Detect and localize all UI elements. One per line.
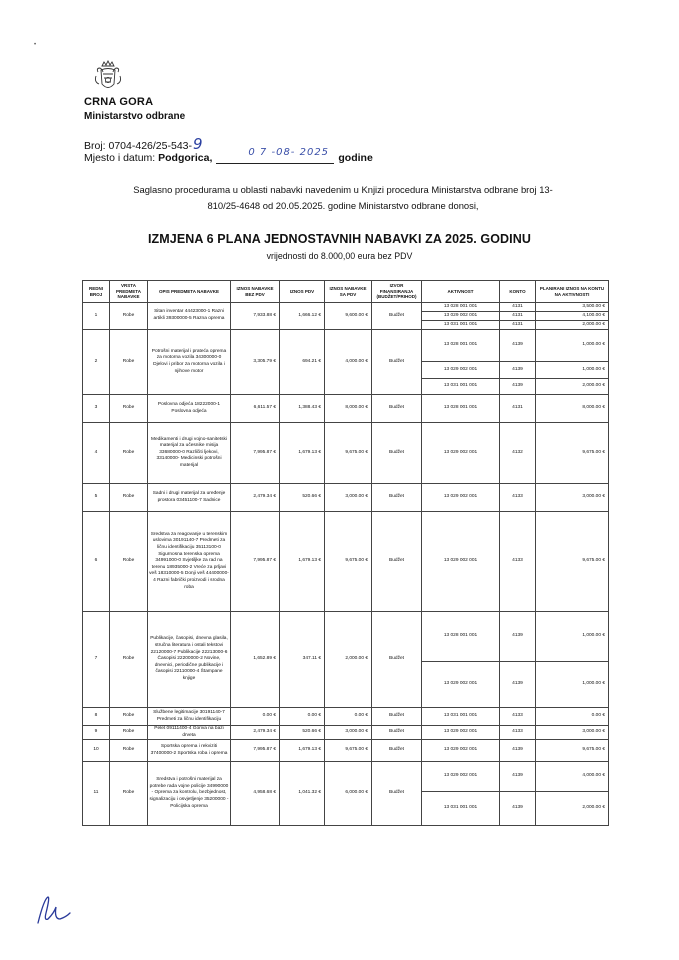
table-cell: 1,000.00 € [536,330,609,362]
table-cell: 4139 [500,612,536,662]
table-row [83,423,609,484]
table-cell: 1 [83,303,110,330]
table-cell: 347.11 € [280,612,325,708]
intro-paragraph: Saglasno procedurama u oblasti nabavki navedenim u Knjizi procedura Ministarstva odbrane broj 13-810/25-4648 od 20.05.2025. godine Ministarstvo odbrane donosi, [133,184,553,211]
table-cell: 3,500.00 € [536,303,609,312]
table-cell: 3,000.00 € [536,726,609,740]
table-cell: 7,995.87 € [231,423,280,484]
table-cell: 1,000.00 € [536,662,609,708]
table-row [83,762,609,792]
org-subtitle: Ministarstvo odbrane [84,111,186,122]
table-cell: 13 028 001 001 [422,395,500,423]
table-cell: 1,666.12 € [280,303,325,330]
table-cell: 4133 [500,726,536,740]
year-suffix: godine [338,152,373,164]
table-cell: Budžet [372,612,422,708]
table-cell: Budžet [372,395,422,423]
table-cell: Pelet 09111400-4 Goriva na bazi drveta [148,726,231,740]
table-cell: 9,675.00 € [536,512,609,612]
table-cell: 13 029 002 001 [422,662,500,708]
table-cell: 1,652.89 € [231,612,280,708]
table-cell: 4132 [500,423,536,484]
table-row [83,740,609,762]
table-cell: 13 029 002 001 [422,512,500,612]
table-row [83,726,609,740]
table-cell: 4131 [500,312,536,321]
table-cell: 3,305.79 € [231,330,280,395]
table-cell: 6 [83,512,110,612]
coat-of-arms-icon [92,60,124,94]
table-cell: 2,479.34 € [231,484,280,512]
procurement-plan-table [82,280,609,826]
table-cell: Medikamenti i drugi vojno-sanitetski materijal za učesnike misija 33680000-0 Različiti ljekovi, 33140000- Medicinski potrošni materijal [148,423,231,484]
table-cell: Budžet [372,330,422,395]
table-cell: Robe [110,330,148,395]
table-cell: Budžet [372,708,422,726]
table-cell: Budžet [372,303,422,330]
table-cell: 13 031 001 001 [422,379,500,395]
column-header: IZNOS PDV [280,281,325,303]
table-cell: Budžet [372,740,422,762]
table-row [83,330,609,362]
table-cell: 1,679.13 € [280,423,325,484]
table-row [83,708,609,726]
table-cell: 13 029 002 001 [422,726,500,740]
table-cell: 520.66 € [280,484,325,512]
table-cell: 5 [83,484,110,512]
table-cell: 3 [83,395,110,423]
table-cell: Budžet [372,484,422,512]
table-cell: 13 029 002 001 [422,312,500,321]
table-cell: 9,675.00 € [536,740,609,762]
table-cell: 13 029 002 001 [422,740,500,762]
org-title: CRNA GORA [84,96,154,108]
table-cell: Robe [110,303,148,330]
table-cell: 13 031 001 001 [422,708,500,726]
table-cell: 2,000.00 € [325,612,372,708]
table-cell: 11 [83,762,110,826]
table-header-row [83,281,609,303]
table-cell: 7 [83,612,110,708]
table-cell: 10 [83,740,110,762]
table-cell: 1,000.00 € [536,362,609,379]
table-cell: Poslovna odjeća 18222000-1 Poslovna odjeća [148,395,231,423]
corner-mark: • [34,42,37,48]
table-cell: 4131 [500,395,536,423]
table-cell: 4139 [500,792,536,826]
table-cell: 7,933.88 € [231,303,280,330]
place-value: Podgorica, [158,152,213,164]
table-cell: Robe [110,484,148,512]
table-cell: 7,995.87 € [231,740,280,762]
table-cell: 2,000.00 € [536,321,609,330]
table-cell: 2,000.00 € [536,792,609,826]
column-header: IZVOR FINANSIRANJA (BUDŽET/PRIHOD) [372,281,422,303]
table-body [83,303,609,826]
column-header: AKTIVNOST [422,281,500,303]
table-cell: Robe [110,708,148,726]
table-cell: Robe [110,512,148,612]
table-row [83,484,609,512]
table-row [83,395,609,423]
column-header: KONTO [500,281,536,303]
table-cell: Sadni i drugi materijal za uređenje prostora 03451100-7 Sadnice [148,484,231,512]
table-cell: 9,675.00 € [325,740,372,762]
table-cell: 0.00 € [280,708,325,726]
table-cell: Budžet [372,762,422,826]
document-title: IZMJENA 6 PLANA JEDNOSTAVNIH NABAVKI ZA 2025. GODINU [147,232,532,246]
table-cell: Službene legitimacije 30191140-7 Predmeti za ličnu identifikaciju [148,708,231,726]
date-field [216,147,334,164]
table-cell: 13 029 002 001 [422,362,500,379]
table-cell: 4,958.68 € [231,762,280,826]
table-cell: 13 029 002 001 [422,423,500,484]
table-cell: Sredstva i potrošni materijal za potrebe rada vojne policije 34990000 - Oprema za kontrolu, bezbjednost, signalizaciju i osvjetljenje 35200000 - Policijska oprema [148,762,231,826]
table-cell: 4133 [500,708,536,726]
column-header: IZNOS NABAVKE BEZ PDV [231,281,280,303]
handwritten-number: 9 [193,135,203,153]
table-cell: Robe [110,726,148,740]
table-cell: 13 029 002 001 [422,762,500,792]
table-cell: 4139 [500,662,536,708]
table-cell: 4131 [500,303,536,312]
table-cell: 3,000.00 € [325,726,372,740]
table-cell: Budžet [372,423,422,484]
table-cell: 1,679.13 € [280,512,325,612]
table-cell: 1,388.43 € [280,395,325,423]
table-cell: 13 028 001 001 [422,612,500,662]
table-cell: 13 029 002 001 [422,484,500,512]
table-cell: 0.00 € [536,708,609,726]
table-cell: 2,479.34 € [231,726,280,740]
column-header: PLANIRANI IZNOS NA KONTU NA AKTIVNOSTI [536,281,609,303]
table-cell: 13 028 001 001 [422,330,500,362]
table-cell: 6,000.00 € [325,762,372,826]
table-cell: Sitan inventar 44423000-1 Razni artikli 39300000-5 Razna oprema [148,303,231,330]
table-cell: Potrošni materijal i prateća oprema za motorna vozila 34300000-0 Djelovi i pribor za motorna vozila i njihove motor [148,330,231,395]
table-cell: Budžet [372,726,422,740]
table-cell: 4 [83,423,110,484]
table-cell: Robe [110,423,148,484]
table-cell: 4,100.00 € [536,312,609,321]
table-cell: 9 [83,726,110,740]
table-cell: 3,000.00 € [536,484,609,512]
table-cell: 9,600.00 € [325,303,372,330]
table-cell: Sportska oprema i rekviziti 37400000-2 Sportska roba i oprema [148,740,231,762]
table-cell: 8,000.00 € [325,395,372,423]
handwritten-date: 0 7 -08- 2025 [248,147,330,158]
document-subtitle: vrijednosti do 8.000,00 eura bez PDV [266,251,413,261]
table-cell: 4139 [500,740,536,762]
table-cell: 4139 [500,330,536,362]
place-label: Mjesto i datum: [84,152,159,164]
table-cell: Sredstva za reagovanje u terenskim uslovima 30191140-7 Predmeti za ličnu identifikaciju 35113100-0 Sigurnosna terenska oprema 34991000-0 Svjetiljke za rad na terenu 18935000-2 Vreće za prljavi veš 18310000-5 Donji veš 44400000-4 Razni fabrički proizvodi i srodna roba [148,512,231,612]
table-cell: 1,041.32 € [280,762,325,826]
place-and-date [84,147,373,164]
table-cell: 4139 [500,362,536,379]
table-cell: Budžet [372,512,422,612]
table-cell: 520.66 € [280,726,325,740]
table-cell: 4139 [500,762,536,792]
table-cell: 9,675.00 € [325,423,372,484]
table-cell: 9,675.00 € [325,512,372,612]
table-cell: 8 [83,708,110,726]
table-cell: 3,000.00 € [325,484,372,512]
signature-mark [34,893,74,927]
table-cell: 13 028 001 001 [422,303,500,312]
table-cell: 4139 [500,379,536,395]
table-cell: Robe [110,740,148,762]
column-header: REDNI BROJ [83,281,110,303]
column-header: IZNOS NABAVKE SA PDV [325,281,372,303]
column-header: VRSTA PREDMETA NABAVKE [110,281,148,303]
table-cell: 7,995.87 € [231,512,280,612]
table-cell: 694.21 € [280,330,325,395]
table-cell: 4,000.00 € [325,330,372,395]
column-header: OPIS PREDMETA NABAVKE [148,281,231,303]
table-cell: 2,000.00 € [536,379,609,395]
table-cell: 2 [83,330,110,395]
table-cell: 0.00 € [231,708,280,726]
table-row [83,303,609,312]
table-cell: Publikacije, časopisi, dnevna glasila, stručna literatura i ostali tekstovi 22120000-7 Publikacije 22213000-6 Časopisi 22200000-2 Novine, dnevnici, periodične publikacije i časopisi 22110000-4 Štampane knjige [148,612,231,708]
table-cell: Robe [110,612,148,708]
table-cell: 4,000.00 € [536,762,609,792]
table-cell: 4133 [500,512,536,612]
table-cell: 4131 [500,321,536,330]
table-cell: 9,675.00 € [536,423,609,484]
table-cell: 4133 [500,484,536,512]
table-cell: 13 031 001 001 [422,321,500,330]
table-cell: Robe [110,395,148,423]
table-row [83,612,609,662]
table-cell: Robe [110,762,148,826]
table-cell: 8,000.00 € [536,395,609,423]
table-cell: 1,000.00 € [536,612,609,662]
table-cell: 13 031 001 001 [422,792,500,826]
table-cell: 0.00 € [325,708,372,726]
table-row [83,512,609,612]
table-cell: 1,679.13 € [280,740,325,762]
document-number-label: Broj: 0704-426/25-543- [84,140,192,152]
table-cell: 6,611.57 € [231,395,280,423]
